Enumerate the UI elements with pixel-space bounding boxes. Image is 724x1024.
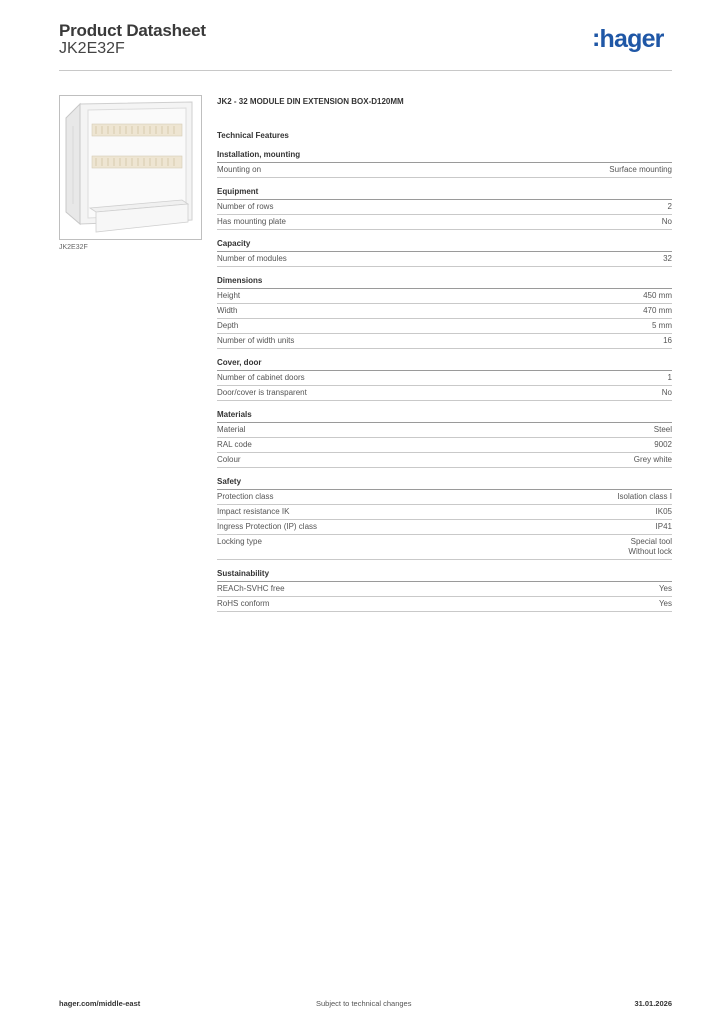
spec-label: Protection class: [217, 492, 274, 501]
spec-section: [217, 358, 672, 401]
spec-label: Locking type: [217, 537, 262, 546]
image-caption: JK2E32F: [59, 244, 88, 251]
spec-value-line: No: [661, 388, 672, 397]
spec-value-line: IK05: [655, 507, 672, 516]
spec-section: [217, 150, 672, 178]
spec-value-line: No: [661, 217, 672, 226]
section-title: Safety: [217, 477, 672, 490]
spec-section: [217, 569, 672, 612]
spec-row: [217, 490, 672, 505]
spec-value-line: Steel: [653, 425, 672, 434]
spec-row: [217, 289, 672, 304]
spec-value: [628, 537, 672, 557]
spec-label: REACh-SVHC free: [217, 584, 285, 593]
spec-label: Number of modules: [217, 254, 287, 263]
spec-value: [643, 306, 672, 316]
spec-label: Height: [217, 291, 241, 300]
spec-value: [663, 254, 672, 264]
spec-row: [217, 215, 672, 230]
spec-value: [659, 584, 672, 594]
spec-value-line: 16: [663, 336, 672, 345]
spec-row: [217, 597, 672, 612]
section-title: Equipment: [217, 187, 672, 200]
spec-label: Mounting on: [217, 165, 262, 174]
spec-row: [217, 520, 672, 535]
product-reference: JK2E32F: [59, 40, 125, 57]
section-title: Materials: [217, 410, 672, 423]
spec-label: Width: [217, 306, 238, 315]
spec-label: RAL code: [217, 440, 252, 449]
spec-row: [217, 423, 672, 438]
spec-value-line: 450 mm: [643, 291, 672, 300]
page-title: Product Datasheet: [59, 21, 206, 40]
spec-value-line: 1: [667, 373, 672, 382]
technical-features-table: [217, 150, 672, 621]
section-title: Capacity: [217, 239, 672, 252]
spec-value: [654, 425, 672, 435]
spec-value: [656, 522, 672, 532]
spec-row: [217, 582, 672, 597]
footer-notice: Subject to technical changes: [316, 999, 412, 1008]
section-title: Installation, mounting: [217, 150, 672, 163]
spec-row: [217, 304, 672, 319]
spec-label: Ingress Protection (IP) class: [217, 522, 318, 531]
spec-value: [652, 321, 672, 331]
spec-row: [217, 200, 672, 215]
hager-logo: :hager: [592, 24, 664, 53]
spec-row: [217, 505, 672, 520]
logo-text: hager: [599, 25, 664, 53]
spec-value-line: Yes: [658, 584, 672, 593]
spec-label: Impact resistance IK: [217, 507, 290, 516]
spec-value: [662, 217, 672, 227]
spec-value: [634, 455, 672, 465]
spec-value: [668, 373, 672, 383]
footer-date: 31.01.2026: [634, 999, 672, 1008]
spec-row: [217, 438, 672, 453]
spec-label: Has mounting plate: [217, 217, 286, 226]
spec-section: [217, 239, 672, 267]
spec-value-line: Yes: [658, 599, 672, 608]
spec-label: Depth: [217, 321, 239, 330]
section-title: Dimensions: [217, 276, 672, 289]
spec-value: [668, 202, 672, 212]
spec-value-line: 2: [667, 202, 672, 211]
enclosure-illustration: [60, 96, 201, 239]
spec-value-line: Surface mounting: [609, 165, 672, 174]
spec-row: [217, 163, 672, 178]
section-title: Cover, door: [217, 358, 672, 371]
spec-section: [217, 276, 672, 349]
spec-row: [217, 371, 672, 386]
spec-label: Number of width units: [217, 336, 295, 345]
spec-value-line: Isolation class I: [617, 492, 672, 501]
spec-value: [643, 291, 672, 301]
spec-section: [217, 410, 672, 468]
header-divider: [59, 70, 672, 71]
spec-row: [217, 252, 672, 267]
spec-value: [654, 440, 672, 450]
footer-website: hager.com/middle-east: [59, 999, 141, 1008]
technical-features-heading: Technical Features: [217, 131, 289, 140]
spec-value-line: Special tool: [630, 537, 672, 546]
product-image: [59, 95, 202, 240]
spec-value-line: 470 mm: [643, 306, 672, 315]
spec-value-line: Without lock: [628, 547, 672, 556]
spec-row: [217, 334, 672, 349]
spec-label: Material: [217, 425, 246, 434]
spec-value: [609, 165, 672, 175]
spec-value-line: 9002: [654, 440, 672, 449]
spec-label: RoHS conform: [217, 599, 270, 608]
spec-value-line: IP41: [655, 522, 672, 531]
section-title: Sustainability: [217, 569, 672, 582]
spec-label: Number of rows: [217, 202, 274, 211]
product-name: JK2 - 32 MODULE DIN EXTENSION BOX-D120MM: [217, 97, 404, 106]
spec-row: [217, 319, 672, 334]
spec-value: [617, 492, 672, 502]
spec-section: [217, 477, 672, 560]
spec-section: [217, 187, 672, 230]
spec-row: [217, 535, 672, 560]
spec-label: Number of cabinet doors: [217, 373, 305, 382]
spec-value: [663, 336, 672, 346]
spec-row: [217, 386, 672, 401]
spec-label: Door/cover is transparent: [217, 388, 307, 397]
spec-value: [659, 599, 672, 609]
spec-value-line: Grey white: [633, 455, 672, 464]
spec-value: [656, 507, 672, 517]
spec-value-line: 5 mm: [652, 321, 672, 330]
spec-row: [217, 453, 672, 468]
spec-value-line: 32: [663, 254, 672, 263]
spec-value: [662, 388, 672, 398]
spec-label: Colour: [217, 455, 241, 464]
